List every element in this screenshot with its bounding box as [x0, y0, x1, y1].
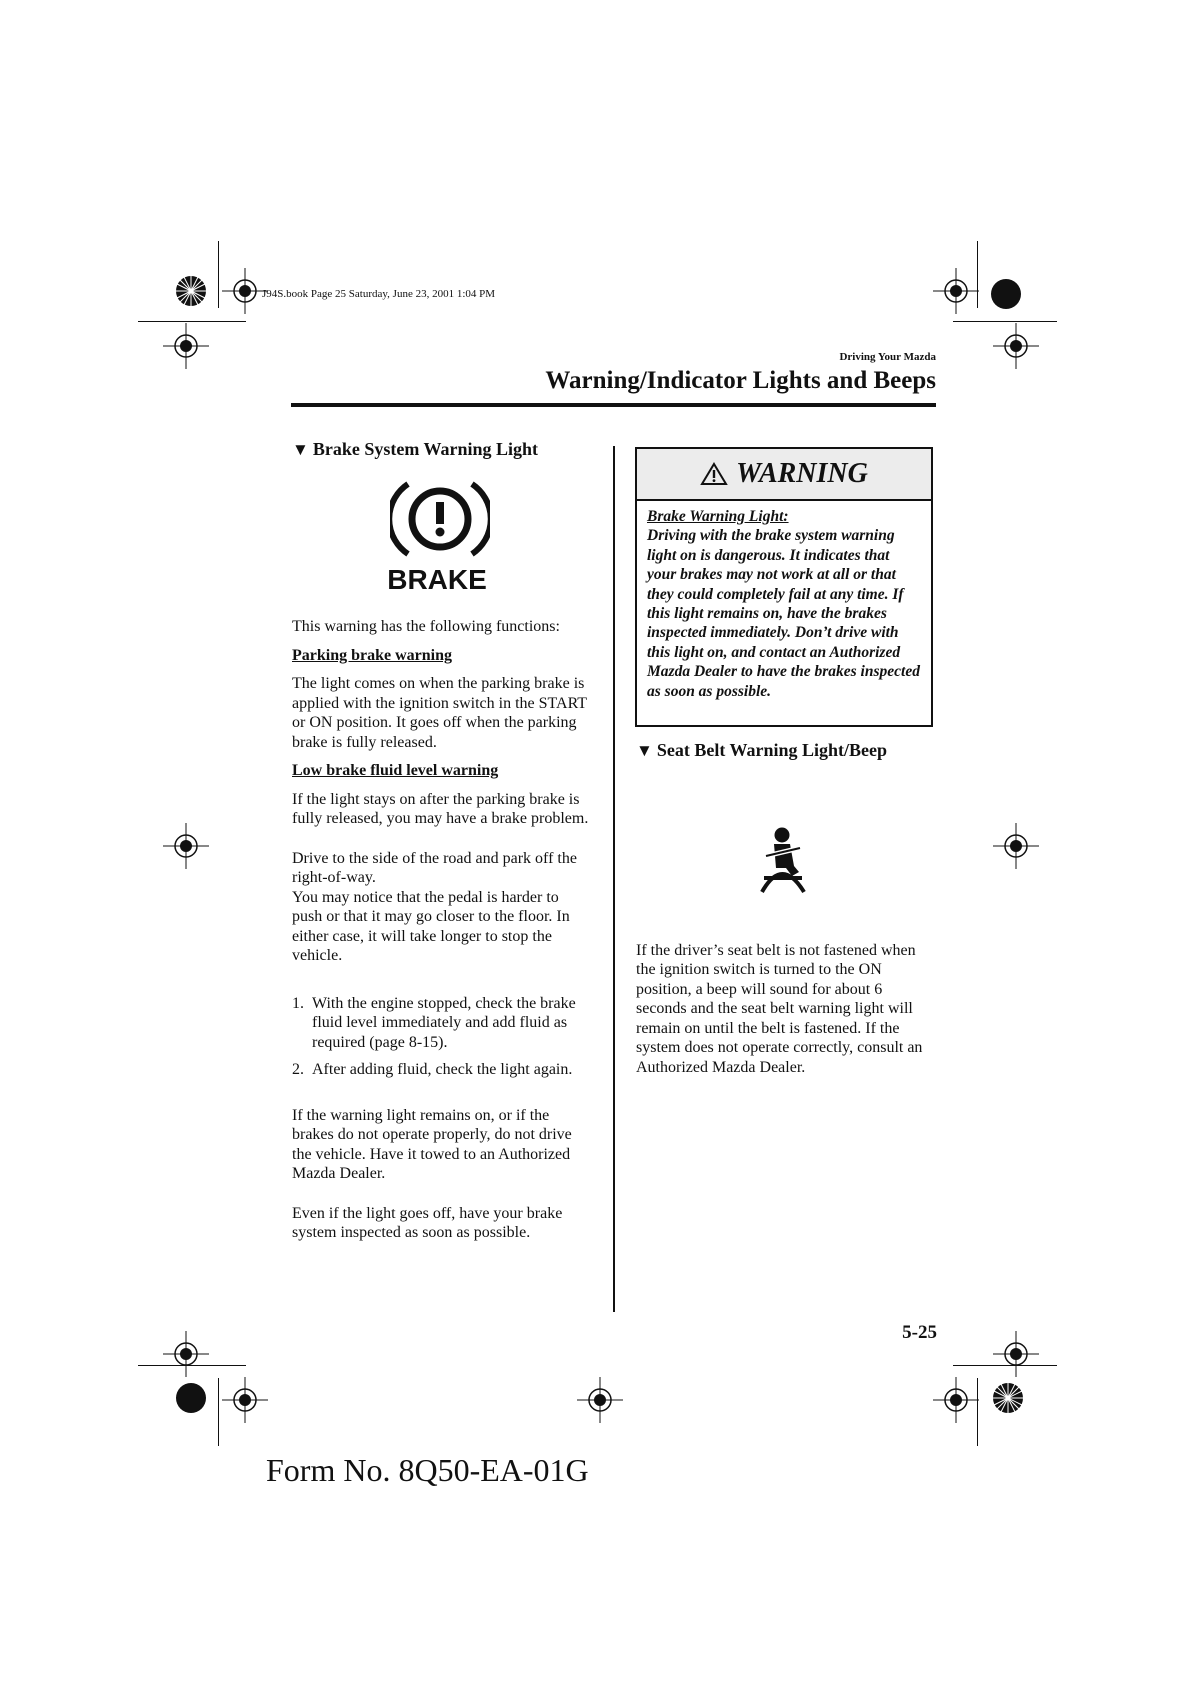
steps-list	[292, 994, 592, 1080]
crosshair-icon	[993, 823, 1039, 869]
seat-belt-warning-icon	[752, 826, 814, 896]
list-item: 1. With the engine stopped, check the brake fluid level immediately and add fluid as required (page 8-15).	[292, 994, 576, 1051]
right-column	[636, 741, 936, 1086]
crosshair-icon	[222, 1377, 268, 1423]
title-rule	[291, 403, 936, 407]
column-divider	[613, 446, 615, 1312]
parking-brake-heading: Parking brake warning	[292, 646, 453, 664]
triangle-bullet-icon: ▼	[292, 440, 309, 459]
seat-belt-section-heading: ▼ Seat Belt Warning Light/Beep	[636, 740, 888, 760]
warning-heading: Brake Warning Light:	[647, 508, 789, 525]
crosshair-icon	[933, 268, 979, 314]
warning-header	[637, 449, 931, 501]
crosshair-icon	[933, 1377, 979, 1423]
page-title: Warning/Indicator Lights and Beeps	[545, 367, 936, 394]
remains-on-text: If the warning light remains on, or if the brakes do not operate properly, do not drive the vehicle. Have it towed to an Authorized Mazda Dealer.	[292, 1106, 572, 1182]
brake-section-heading: ▼ Brake System Warning Light	[292, 439, 539, 459]
crosshair-icon	[163, 823, 209, 869]
left-column	[292, 440, 592, 1252]
pedal-notice-text: You may notice that the pedal is harder to push or that it may go closer to the floor. In either case, it will take longer to stop the vehicle.	[292, 888, 570, 964]
book-info: J94S.book Page 25 Saturday, June 23, 2001 1:04 PM	[262, 288, 496, 300]
low-fluid-heading: Low brake fluid level warning	[292, 762, 499, 779]
registration-mark-icon	[990, 1380, 1026, 1416]
inspect-text: Even if the light goes off, have your brake system inspected as soon as possible.	[292, 1204, 563, 1241]
functions-intro: This warning has the following functions:	[292, 618, 560, 635]
registration-mark-icon	[173, 273, 209, 309]
brake-warning-icon	[387, 478, 490, 596]
crosshair-icon	[577, 1377, 623, 1423]
solid-dot-icon	[990, 278, 1022, 310]
seat-belt-text: If the driver’s seat belt is not fastened when the ignition switch is turned to the ON position, a beep will sound for about 6 seconds and the seat belt warning light will remain on until the belt is fastened. If the system does not operate correctly, consult an Authorized Mazda Dealer.	[636, 941, 923, 1076]
drive-aside-text: Drive to the side of the road and park off the right-of-way.	[292, 849, 577, 886]
parking-brake-text: The light comes on when the parking brake is applied with the ignition switch in the START or ON position. It goes off when the parking brake is fully released.	[292, 675, 587, 751]
solid-dot-icon	[175, 1382, 207, 1414]
warning-box	[635, 447, 933, 727]
crosshair-icon	[993, 323, 1039, 369]
warning-body	[637, 501, 931, 701]
crosshair-icon	[993, 1331, 1039, 1377]
section-label: Driving Your Mazda	[839, 351, 936, 363]
crosshair-icon	[163, 1331, 209, 1377]
list-item: 2. After adding fluid, check the light again.	[292, 1061, 573, 1078]
low-fluid-text: If the light stays on after the parking brake is fully released, you may have a brake problem.	[292, 790, 589, 827]
triangle-bullet-icon: ▼	[636, 741, 653, 760]
form-number: Form No. 8Q50-EA-01G	[266, 1452, 589, 1488]
warning-label: WARNING	[736, 458, 868, 489]
crosshair-icon	[163, 323, 209, 369]
warning-triangle-icon	[700, 462, 728, 486]
page-number: 5-25	[902, 1322, 937, 1343]
brake-icon-label: BRAKE	[387, 564, 487, 595]
warning-text: Driving with the brake system warning light on is dangerous. It indicates that your brakes may not work at all or that they could completely fail at any time. If this light remains on, have the brakes inspected immediately. Don’t drive with this light on, and contact an Authorized Mazda Dealer to have the brakes inspected as soon as possible.	[647, 527, 920, 700]
brake-circle-icon	[390, 478, 490, 560]
